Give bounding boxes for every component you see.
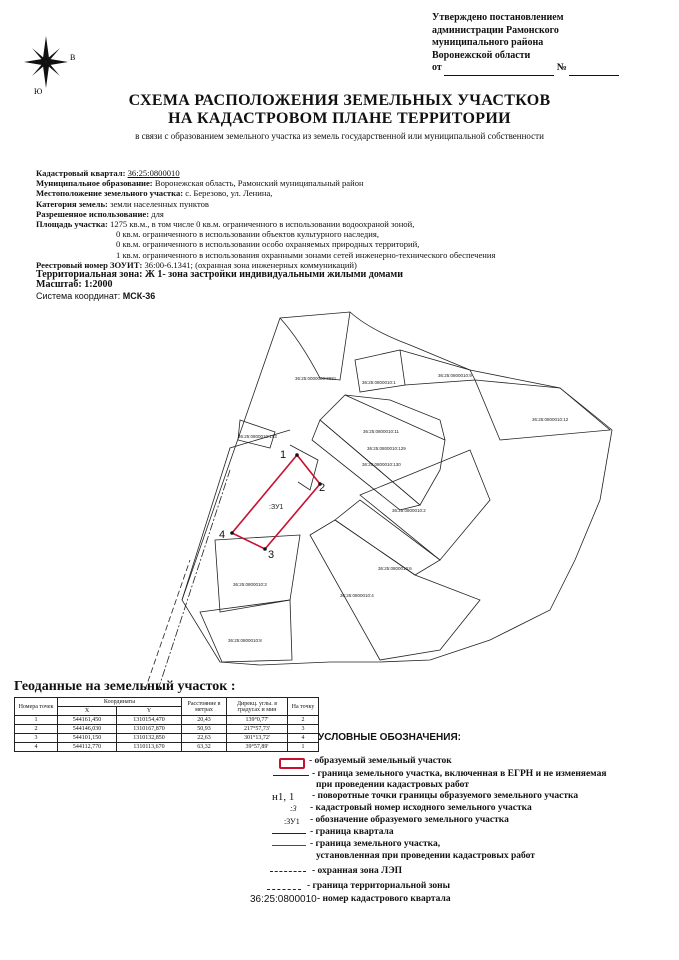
cell: 544161,450	[58, 716, 117, 725]
legend-item-2: - граница земельного участка, включенная в ЕГРН и не изменяемая	[312, 769, 607, 779]
new-parcel-label: :ЗУ1	[269, 504, 284, 511]
info-coord-system: Система координат: МСК-36	[36, 291, 156, 302]
geodata-header-row	[15, 698, 319, 707]
info-permitted-use: Разрешенное использование: для	[36, 208, 164, 219]
info-area-line-4: 1 кв.м. ограниченного в использования охранными зонами сетей инженерно-технического обеспечения	[116, 249, 496, 260]
legend-zone-swatch	[267, 889, 301, 890]
col-x: X	[58, 707, 117, 716]
approval-from-label: от	[432, 62, 442, 73]
info-area-line-3: 0 кв.м. ограниченного в использовании особо охраняемых природных территорий,	[116, 239, 420, 250]
cell: 217°57,73'	[227, 725, 288, 734]
parcel-label-11: 36:25:0800010:11	[363, 429, 399, 434]
col-y: Y	[117, 707, 182, 716]
legend-source-symbol: :3	[290, 804, 297, 813]
turn-point-3	[263, 547, 267, 551]
page-title-line-1: СХЕМА РАСПОЛОЖЕНИЯ ЗЕМЕЛЬНЫХ УЧАСТКОВ	[128, 92, 551, 109]
parcel-label-4: 36:25:0800010:4	[340, 593, 374, 598]
parcel-strip	[290, 445, 318, 490]
cell: 4	[288, 734, 319, 743]
cell: 39°57,89'	[227, 743, 288, 752]
info-location: Местоположение земельного участка: с. Березово, ул. Ленина,	[36, 188, 273, 199]
parcel-label-9: 36:25:0800010:9	[438, 373, 472, 378]
approval-line-3: муниципального района	[432, 37, 544, 48]
parcel-label-129: 36:25:0800010:129	[367, 446, 406, 451]
geodata-title: Геоданные на земельный участок :	[14, 679, 236, 694]
approval-line-2: администрации Рамонского	[432, 24, 559, 36]
parcel-label-1: 36:25:0800010:1	[362, 380, 396, 385]
turn-point-4	[230, 531, 234, 535]
page-title-line-2: НА КАДАСТРОВОМ ПЛАНЕ ТЕРРИТОРИИ	[168, 110, 511, 127]
legend-quarter-swatch	[272, 833, 306, 834]
turn-point-1	[295, 453, 299, 457]
parcel-label-3681: 36:25:0000000:3681	[295, 376, 337, 381]
legend-item-5: - кадастровый номер исходного земельного участка	[310, 803, 532, 813]
legend-item-12: - номер кадастрового квартала	[317, 894, 451, 904]
cell: 1310113,670	[117, 743, 182, 752]
geodata-table	[14, 697, 319, 752]
table-row	[15, 725, 319, 734]
table-row	[15, 734, 319, 743]
cell: 544112,770	[58, 743, 117, 752]
point-label-1: 1	[280, 449, 287, 461]
legend-boundary-swatch	[273, 775, 309, 776]
col-direction: Дирекц. углы. в градусах и мин	[227, 698, 288, 716]
cell: 1310154,470	[117, 716, 182, 725]
info-scale: Масштаб: 1:2000	[36, 279, 113, 291]
parcel-label-143: 36:25:0800010:143	[238, 434, 277, 439]
parcel-12	[475, 380, 610, 440]
cell: 544101,150	[58, 734, 117, 743]
cell: 3	[15, 734, 58, 743]
quarter-boundary	[182, 312, 612, 665]
legend-item-6: - обозначение образуемого земельного участка	[310, 815, 509, 825]
parcel-1	[355, 350, 405, 392]
legend-quarter-number-symbol: 36:25:0800010	[250, 894, 317, 905]
parcel-label-8: 36:25:0800010:8	[228, 638, 262, 643]
cell: 2	[15, 725, 58, 734]
col-to-point: На точку	[288, 698, 319, 716]
cell: 22,63	[182, 734, 227, 743]
cell: 301°13,72'	[227, 734, 288, 743]
legend-item-3: при проведении кадастровых работ	[316, 780, 469, 790]
legend-item-9: установленная при проведении кадастровых работ	[316, 851, 535, 861]
road-line-west	[182, 430, 290, 600]
approval-line-1: Утверждено постановлением	[432, 12, 564, 23]
power-line-zone	[145, 560, 190, 690]
cell: 20,43	[182, 716, 227, 725]
col-point-no: Номера точек	[15, 698, 58, 716]
info-category: Категория земель: земли населенных пунктов	[36, 198, 209, 209]
table-row	[15, 743, 319, 752]
cell: 139°0,77'	[227, 716, 288, 725]
parcel-8	[200, 600, 292, 662]
parcel-label-2: 36:25:0800010:2	[392, 508, 426, 513]
parcel-4	[310, 520, 480, 660]
parcel-label-12: 36:25:0800010:12	[532, 417, 569, 422]
legend-power-line-swatch	[270, 871, 306, 872]
legend-zu-symbol: :ЗУ1	[284, 817, 300, 826]
legend-item-4: - поворотные точки границы образуемого земельного участка	[312, 791, 579, 801]
parcel-3681	[280, 312, 350, 380]
cell: 63,32	[182, 743, 227, 752]
parcel-label-6: 36:25:0800010:6	[378, 566, 412, 571]
compass-south-letter: Ю	[34, 87, 43, 96]
approval-line-4: Воронежской области	[432, 49, 531, 61]
legend-item-10: - охранная зона ЛЭП	[312, 866, 403, 876]
cell: 1	[15, 716, 58, 725]
info-area-line-2: 0 кв.м. ограниченного в использовании объектов культурного наследия,	[116, 229, 379, 240]
page-subtitle: в связи с образованием земельного участка из земель государственной или муниципальной собственности	[135, 131, 544, 141]
col-coords: Координаты	[58, 698, 182, 707]
cell: 4	[15, 743, 58, 752]
point-label-2: 2	[319, 482, 326, 494]
new-parcel-zu1	[232, 455, 320, 549]
cell: 3	[288, 725, 319, 734]
legend-item-7: - граница квартала	[310, 827, 394, 837]
territorial-zone-boundary	[158, 470, 230, 690]
cell: 1	[288, 743, 319, 752]
compass-east-letter: В	[70, 53, 76, 62]
parcel-label-3: 36:25:0800010:3	[233, 582, 267, 587]
info-zone: Территориальная зона: Ж 1- зона застройки индивидуальными жилыми домами	[36, 269, 403, 281]
info-area: Площадь участка: 1275 кв.м., в том числе 0 кв.м. ограниченного в использовании водоохраной зоной,	[36, 219, 415, 230]
legend-new-boundary-swatch	[272, 845, 306, 846]
col-distance: Расстояние в метрах	[182, 698, 227, 716]
point-label-3: 3	[268, 549, 275, 561]
cell: 544146,030	[58, 725, 117, 734]
legend-points-symbol: н1, 1	[272, 791, 295, 803]
info-municipality: Муниципальное образование: Воронежская область, Рамонский муниципальный район	[36, 178, 364, 189]
legend-new-parcel-swatch	[279, 758, 305, 769]
table-row	[15, 716, 319, 725]
cell: 1310132,850	[117, 734, 182, 743]
cell: 1310167,870	[117, 725, 182, 734]
info-quarter: Кадастровый квартал: 36:25:0800010	[36, 168, 180, 178]
cell: 50,93	[182, 725, 227, 734]
parcel-label-130: 36:25:0800010:130	[362, 462, 401, 467]
legend-item-8: - граница земельного участка,	[310, 839, 441, 849]
legend-item-1: - образуемый земельный участок	[309, 756, 452, 766]
approval-number-label: №	[556, 62, 567, 73]
legend-title: УСЛОВНЫЕ ОБОЗНАЧЕНИЯ:	[318, 732, 461, 743]
info-registry: Реестровый номер ЗОУИТ: 36:00-6.1341; (охранная зона инженерных коммуникаций)	[36, 259, 357, 270]
cell: 2	[288, 716, 319, 725]
point-label-4: 4	[219, 529, 226, 541]
legend-item-11: - граница территориальной зоны	[307, 881, 451, 891]
